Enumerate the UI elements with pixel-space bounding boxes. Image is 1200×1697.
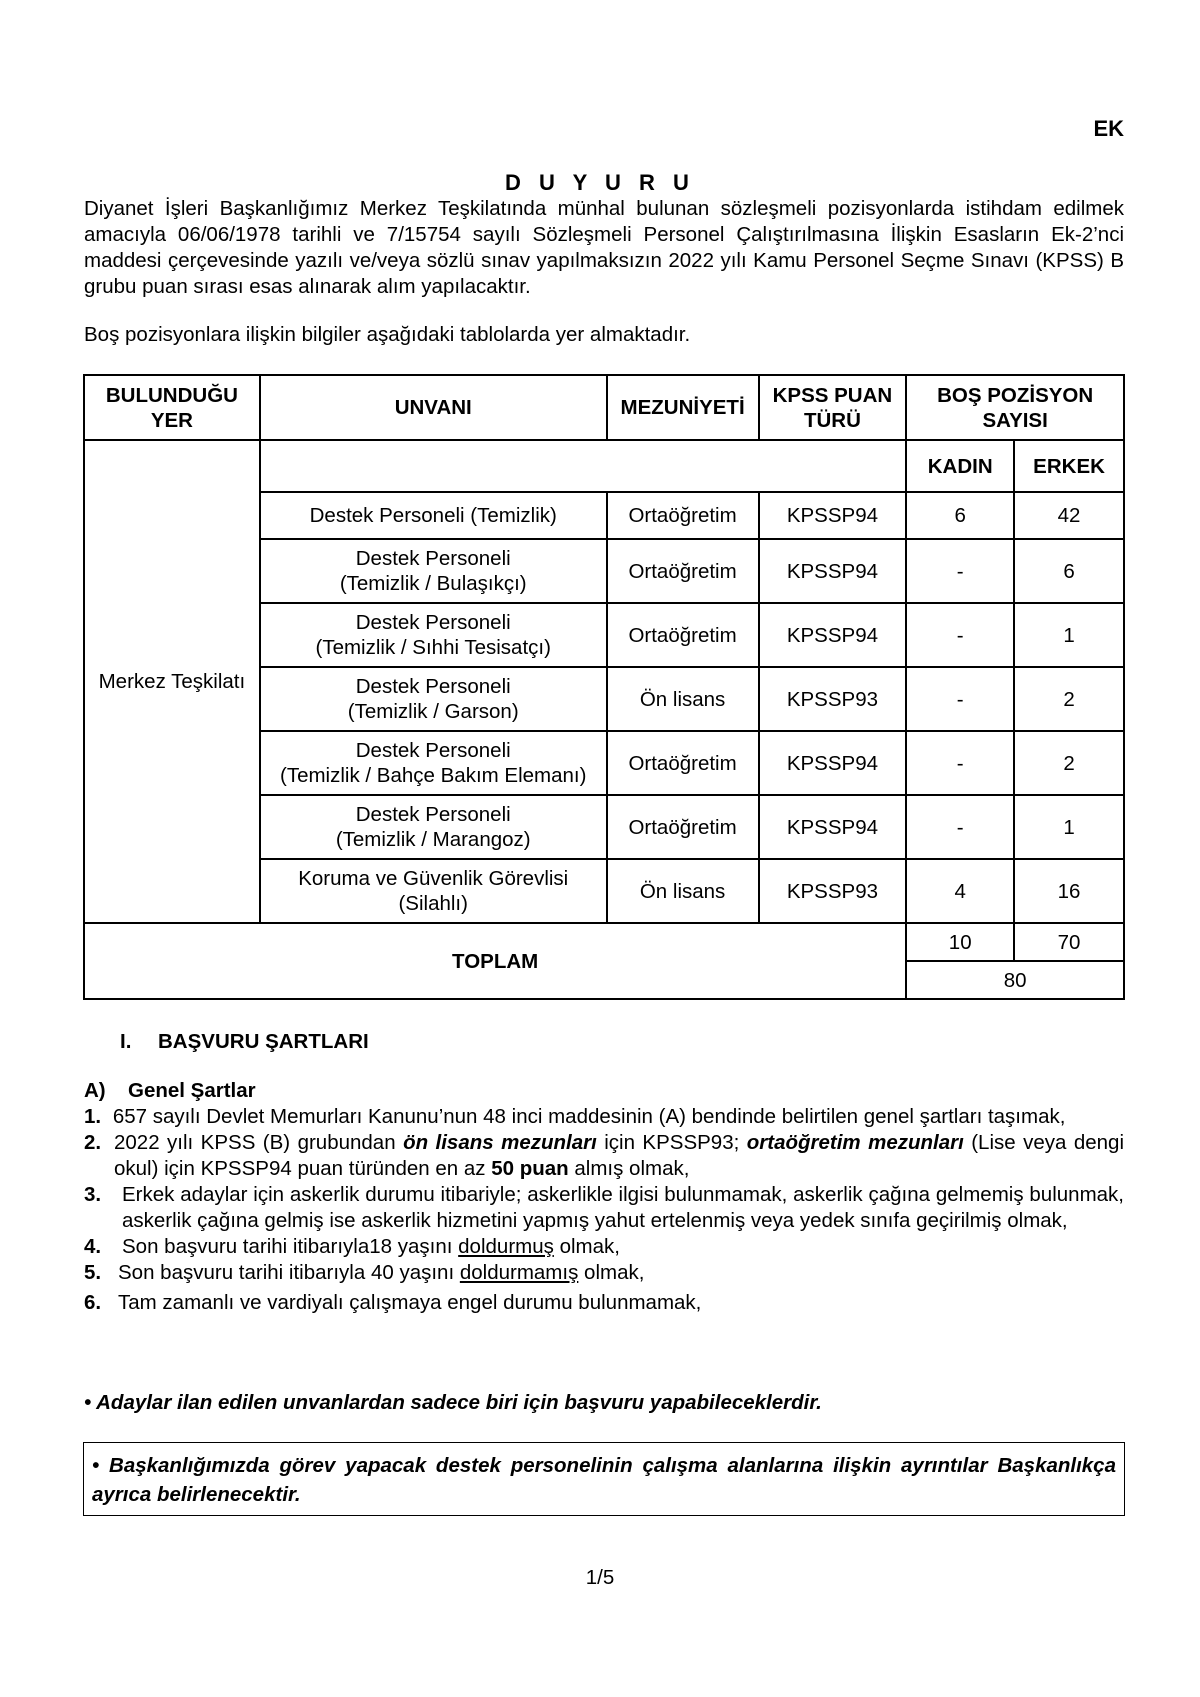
- row-kpss: KPSSP94: [759, 795, 907, 859]
- row-male: 1: [1014, 603, 1124, 667]
- subsection-heading-general: A) Genel Şartlar: [84, 1079, 256, 1102]
- row-female: -: [906, 795, 1014, 859]
- row-title: Destek Personeli (Temizlik / Sıhhi Tesisatçı): [260, 603, 607, 667]
- note-single-application: • Adaylar ilan edilen unvanlardan sadece biri için başvuru yapabileceklerdir.: [84, 1391, 822, 1414]
- row-education: Ön lisans: [607, 667, 759, 731]
- row-male: 2: [1014, 731, 1124, 795]
- row-male: 6: [1014, 539, 1124, 603]
- note-box: • Başkanlığımızda görev yapacak destek personelinin çalışma alanlarına ilişkin ayrıntılar Başkanlıkça ayrıca belirlenecektir.: [83, 1442, 1125, 1516]
- row-female: 4: [906, 859, 1014, 923]
- row-education: Ortaöğretim: [607, 539, 759, 603]
- intro-paragraph: Diyanet İşleri Başkanlığımız Merkez Teşkilatında münhal bulunan sözleşmeli pozisyonlarda istihdam edilmek amacıyla 06/06/1978 tarihli ve 7/15754 sayılı Sözleşmeli Personel Çalıştırılmasına İlişkin Esasların Ek-2’nci maddesi çerçevesinde yazılı ve/veya sözlü sınav yapılmaksızın 2022 yılı Kamu Personel Seçme Sınavı (KPSS) B grubu puan sırası esas alınarak alım yapılacaktır.: [84, 197, 1124, 298]
- row-title: Destek Personeli (Temizlik / Marangoz): [260, 795, 607, 859]
- list-item: 3. Erkek adaylar için askerlik durumu itibariyle; askerlikle ilgisi bulunmamak, askerlik çağına gelmemiş bulunmak, askerlik çağına gelmiş ise askerlik hizmetini yapmış yahut ertelenmiş veya yedek sınıfa geçirilmiş olmak,: [84, 1183, 1124, 1232]
- header-title: UNVANI: [260, 375, 607, 440]
- row-male: 42: [1014, 492, 1124, 539]
- row-title: Destek Personeli (Temizlik / Garson): [260, 667, 607, 731]
- subheader-blank: [260, 440, 906, 492]
- row-male: 2: [1014, 667, 1124, 731]
- row-education: Ortaöğretim: [607, 731, 759, 795]
- positions-table: [83, 374, 1125, 1000]
- attachment-label: EK: [1093, 116, 1124, 141]
- page-title: D U Y U R U: [505, 170, 695, 195]
- row-education: Ortaöğretim: [607, 603, 759, 667]
- page-number: 1/5: [585, 1566, 615, 1589]
- section-heading-requirements: I. BAŞVURU ŞARTLARI: [120, 1030, 369, 1053]
- total-label: TOPLAM: [84, 923, 906, 999]
- row-kpss: KPSSP93: [759, 859, 907, 923]
- row-title: Destek Personeli (Temizlik / Bahçe Bakım Elemanı): [260, 731, 607, 795]
- total-female: 10: [906, 923, 1014, 961]
- row-kpss: KPSSP94: [759, 492, 907, 539]
- total-male: 70: [1014, 923, 1124, 961]
- row-title: Destek Personeli (Temizlik): [260, 492, 607, 539]
- header-education: MEZUNİYETİ: [607, 375, 759, 440]
- row-title: Koruma ve Güvenlik Görevlisi (Silahlı): [260, 859, 607, 923]
- header-kpss: KPSS PUAN TÜRÜ: [759, 375, 907, 440]
- row-kpss: KPSSP93: [759, 667, 907, 731]
- requirements-list: [84, 1104, 1124, 1316]
- location-cell: Merkez Teşkilatı: [84, 440, 260, 923]
- header-positions: BOŞ POZİSYON SAYISI: [906, 375, 1124, 440]
- row-education: Ön lisans: [607, 859, 759, 923]
- row-male: 16: [1014, 859, 1124, 923]
- row-female: -: [906, 731, 1014, 795]
- row-education: Ortaöğretim: [607, 795, 759, 859]
- row-kpss: KPSSP94: [759, 603, 907, 667]
- row-female: 6: [906, 492, 1014, 539]
- row-male: 1: [1014, 795, 1124, 859]
- list-item: 2. 2022 yılı KPSS (B) grubundan ön lisans mezunları için KPSSP93; ortaöğretim mezunları (Lise veya dengi okul) için KPSSP94 puan türünden en az 50 puan almış olmak,: [84, 1131, 1125, 1180]
- header-location: BULUNDUĞU YER: [84, 375, 260, 440]
- row-female: -: [906, 603, 1014, 667]
- header-male: ERKEK: [1014, 440, 1124, 492]
- row-kpss: KPSSP94: [759, 731, 907, 795]
- list-item: 1. 657 sayılı Devlet Memurları Kanunu’nun 48 inci maddesinin (A) bendinde belirtilen genel şartları taşımak,: [84, 1105, 1066, 1128]
- row-education: Ortaöğretim: [607, 492, 759, 539]
- total-overall: 80: [906, 961, 1124, 999]
- header-female: KADIN: [906, 440, 1014, 492]
- row-female: -: [906, 667, 1014, 731]
- list-item: 5. Son başvuru tarihi itibarıyla 40 yaşını doldurmamış olmak,: [84, 1261, 645, 1284]
- row-female: -: [906, 539, 1014, 603]
- list-item: 4. Son başvuru tarihi itibarıyla18 yaşını doldurmuş olmak,: [84, 1235, 620, 1258]
- row-title: Destek Personeli (Temizlik / Bulaşıkçı): [260, 539, 607, 603]
- list-item: 6. Tam zamanlı ve vardiyalı çalışmaya engel durumu bulunmamak,: [84, 1291, 702, 1314]
- table-intro-paragraph: Boş pozisyonlara ilişkin bilgiler aşağıdaki tablolarda yer almaktadır.: [84, 323, 691, 346]
- row-kpss: KPSSP94: [759, 539, 907, 603]
